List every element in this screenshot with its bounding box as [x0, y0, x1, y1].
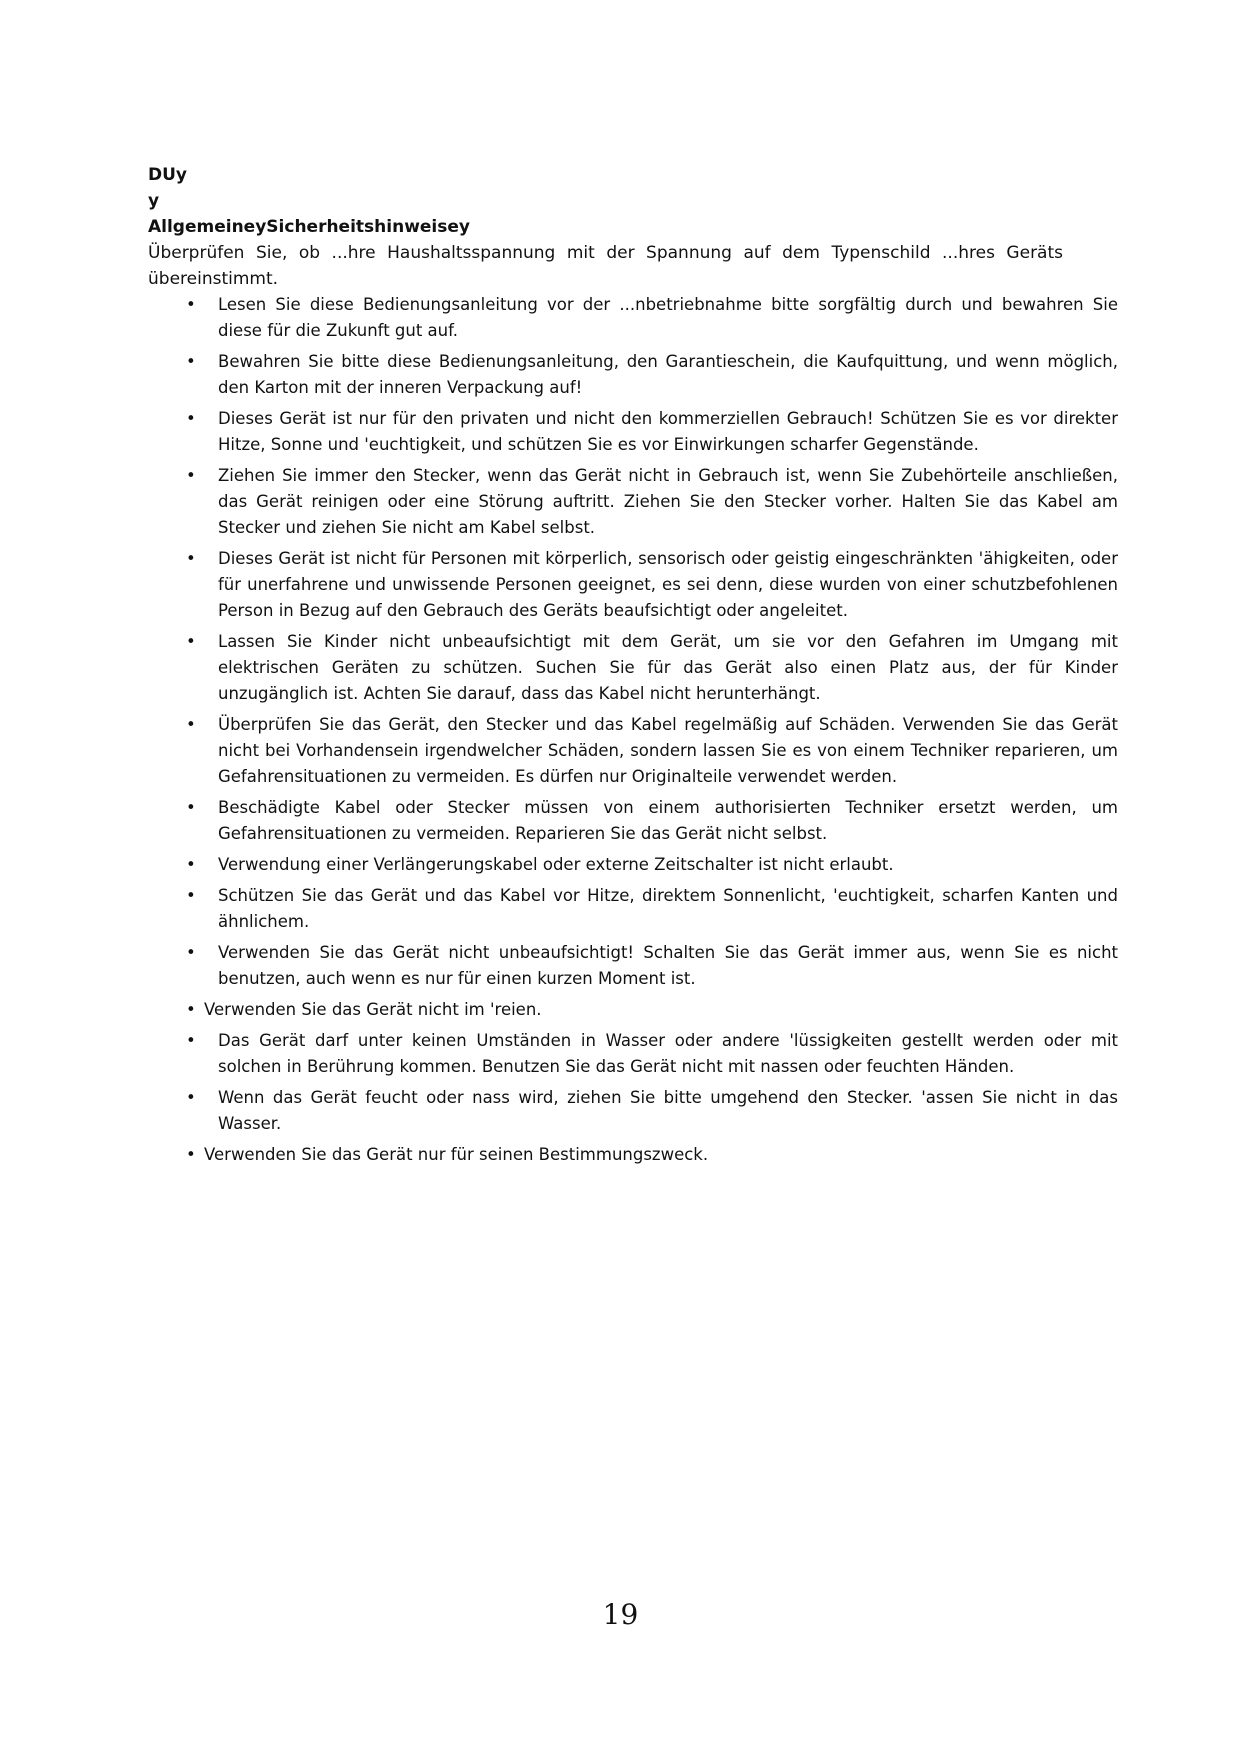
safety-instructions-list: [148, 292, 1118, 1173]
bullet-icon: •: [186, 295, 196, 314]
bullet-icon: •: [186, 1031, 196, 1050]
list-item: • Wenn das Gerät feucht oder nass wird, ziehen Sie bitte umgehend den Stecker. 'assen Sie nicht in das Wasser.: [148, 1085, 1118, 1137]
list-item: • Verwendung einer Verlängerungskabel oder externe Zeitschalter ist nicht erlaubt.: [148, 852, 1118, 878]
page-number: 19: [602, 1598, 639, 1631]
bullet-icon: •: [186, 409, 196, 428]
list-item: • Das Gerät darf unter keinen Umständen in Wasser oder andere 'lüssigkeiten gestellt werden oder mit solchen in Berührung kommen. Benutzen Sie das Gerät nicht mit nassen oder feuchten Händen.: [148, 1028, 1118, 1080]
section-heading: AllgemeineySicherheitshinweisey: [148, 217, 470, 237]
bullet-icon: •: [186, 1088, 196, 1107]
list-item: • Verwenden Sie das Gerät nur für seinen Bestimmungszweck.: [148, 1142, 1118, 1168]
bullet-icon: •: [186, 352, 196, 371]
bullet-icon: •: [186, 943, 196, 962]
heading-line-1: DUy: [148, 165, 187, 185]
list-item: • Dieses Gerät ist nur für den privaten und nicht den kommerziellen Gebrauch! Schützen Sie es vor direkter Hitze, Sonne und 'euchtigkeit, und schützen Sie es vor Einwirkungen scharfer Gegenstände.: [148, 406, 1118, 458]
bullet-icon: •: [186, 715, 196, 734]
list-item: • Dieses Gerät ist nicht für Personen mit körperlich, sensorisch oder geistig eingeschränkten 'ähigkeiten, oder für unerfahrene und unwissende Personen geeignet, es sei denn, diese wurden von einer schutzbefohlenen Person in Bezug auf den Gebrauch des Geräts beaufsichtigt oder angeleitet.: [148, 546, 1118, 624]
list-item: • Verwenden Sie das Gerät nicht im 'reien.: [148, 997, 1118, 1023]
heading-line-2: y: [148, 191, 160, 211]
list-item: • Überprüfen Sie das Gerät, den Stecker und das Kabel regelmäßig auf Schäden. Verwenden Sie das Gerät nicht bei Vorhandensein irgendwelcher Schäden, sondern lassen Sie es von einem Techniker reparieren, um Gefahrensituationen zu vermeiden. Es dürfen nur Originalteile verwendet werden.: [148, 712, 1118, 790]
bullet-icon: •: [186, 886, 196, 905]
bullet-icon: •: [186, 1145, 196, 1164]
bullet-icon: •: [186, 1000, 196, 1019]
bullet-icon: •: [186, 632, 196, 651]
list-item: • Ziehen Sie immer den Stecker, wenn das Gerät nicht in Gebrauch ist, wenn Sie Zubehörteile anschließen, das Gerät reinigen oder eine Störung auftritt. Ziehen Sie den Stecker vorher. Halten Sie das Kabel am Stecker und ziehen Sie nicht am Kabel selbst.: [148, 463, 1118, 541]
intro-paragraph: Überprüfen Sie, ob ...hre Haushaltsspannung mit der Spannung auf dem Typenschild ...hres Geräts übereinstimmt.: [148, 243, 1063, 289]
list-item: • Verwenden Sie das Gerät nicht unbeaufsichtigt! Schalten Sie das Gerät immer aus, wenn Sie es nicht benutzen, auch wenn es nur für einen kurzen Moment ist.: [148, 940, 1118, 992]
bullet-icon: •: [186, 549, 196, 568]
list-item: • Schützen Sie das Gerät und das Kabel vor Hitze, direktem Sonnenlicht, 'euchtigkeit, scharfen Kanten und ähnlichem.: [148, 883, 1118, 935]
list-item: • Lassen Sie Kinder nicht unbeaufsichtigt mit dem Gerät, um sie vor den Gefahren im Umgang mit elektrischen Geräten zu schützen. Suchen Sie für das Gerät also einen Platz aus, der für Kinder unzugänglich ist. Achten Sie darauf, dass das Kabel nicht herunterhängt.: [148, 629, 1118, 707]
list-item: • Bewahren Sie bitte diese Bedienungsanleitung, den Garantieschein, die Kaufquittung, und wenn möglich, den Karton mit der inneren Verpackung auf!: [148, 349, 1118, 401]
bullet-icon: •: [186, 798, 196, 817]
bullet-icon: •: [186, 855, 196, 874]
list-item: • Lesen Sie diese Bedienungsanleitung vor der ...nbetriebnahme bitte sorgfältig durch und bewahren Sie diese für die Zukunft gut auf.: [148, 292, 1118, 344]
bullet-icon: •: [186, 466, 196, 485]
list-item: • Beschädigte Kabel oder Stecker müssen von einem authorisierten Techniker ersetzt werden, um Gefahrensituationen zu vermeiden. Reparieren Sie das Gerät nicht selbst.: [148, 795, 1118, 847]
